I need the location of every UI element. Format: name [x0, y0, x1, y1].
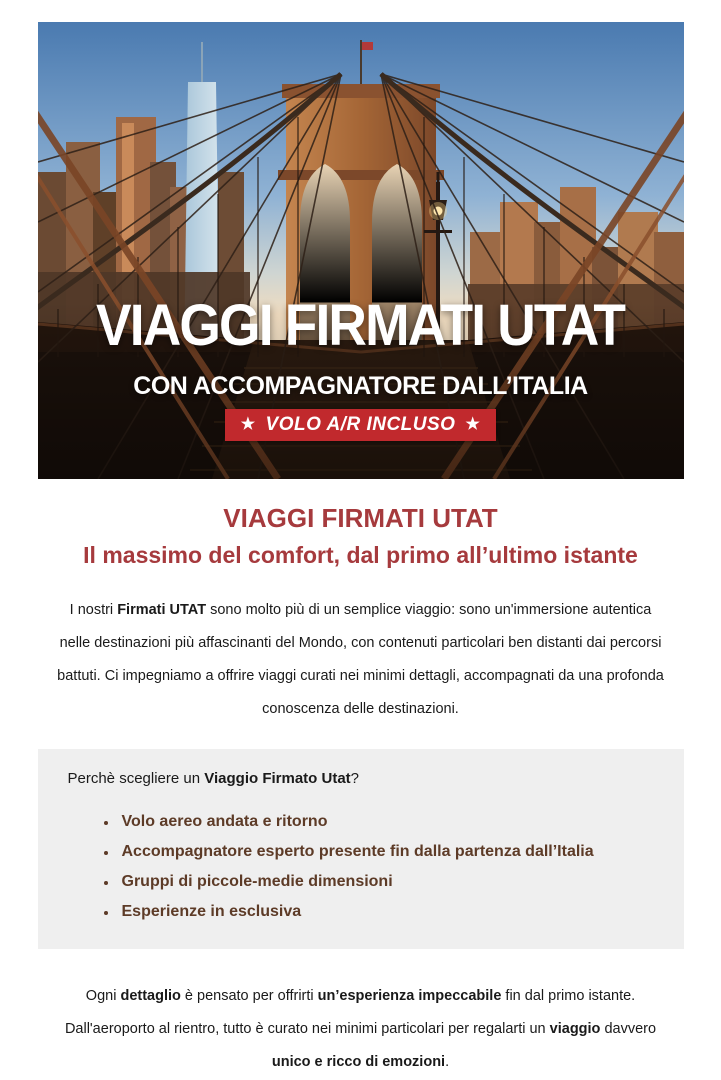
star-icon: ★: [240, 415, 256, 433]
hero-title: VIAGGI FIRMATI UTAT: [96, 292, 625, 358]
section-heading: VIAGGI FIRMATI UTAT: [223, 503, 498, 533]
hero-subtitle: CON ACCOMPAGNATORE DALL’ITALIA: [133, 371, 588, 400]
hero-badge-label: VOLO A/R INCLUSO: [265, 414, 456, 435]
hero-banner: [38, 22, 684, 479]
features-box: [38, 749, 684, 949]
feature-item: • Gruppi di piccole-medie dimensioni: [118, 873, 654, 891]
hero-text-overlay: [38, 22, 684, 479]
feature-item: • Volo aereo andata e ritorno: [118, 813, 654, 831]
features-intro: Perchè scegliere un Viaggio Firmato Utat?: [67, 770, 359, 788]
features-list: [68, 813, 654, 921]
feature-item: • Accompagnatore esperto presente fin dalla partenza dall’Italia: [118, 843, 654, 861]
closing-paragraph: Ogni dettaglio è pensato per offrirti un’esperienza impeccabile fin dal primo istante. Dall'aeroporto al rientro, tutto è curato nei minimi particolari per regalarti un viaggio davvero unico e ricco di emozioni.: [64, 988, 657, 1071]
hero-badge: [225, 409, 497, 441]
feature-item: • Esperienze in esclusiva: [118, 903, 654, 921]
email-page: [0, 22, 721, 1080]
section-subheading: Il massimo del comfort, dal primo all’ultimo istante: [83, 541, 638, 568]
star-icon: ★: [465, 415, 481, 433]
intro-paragraph: I nostri Firmati UTAT sono molto più di un semplice viaggio: sono un'immersione autentica nelle destinazioni più affascinanti del Mondo, con contenuti particolari ben distanti dai percorsi battuti. Ci impegniamo a offrire viaggi curati nei minimi dettagli, accompagnati da una profonda conoscenza delle destinazioni.: [57, 602, 664, 718]
